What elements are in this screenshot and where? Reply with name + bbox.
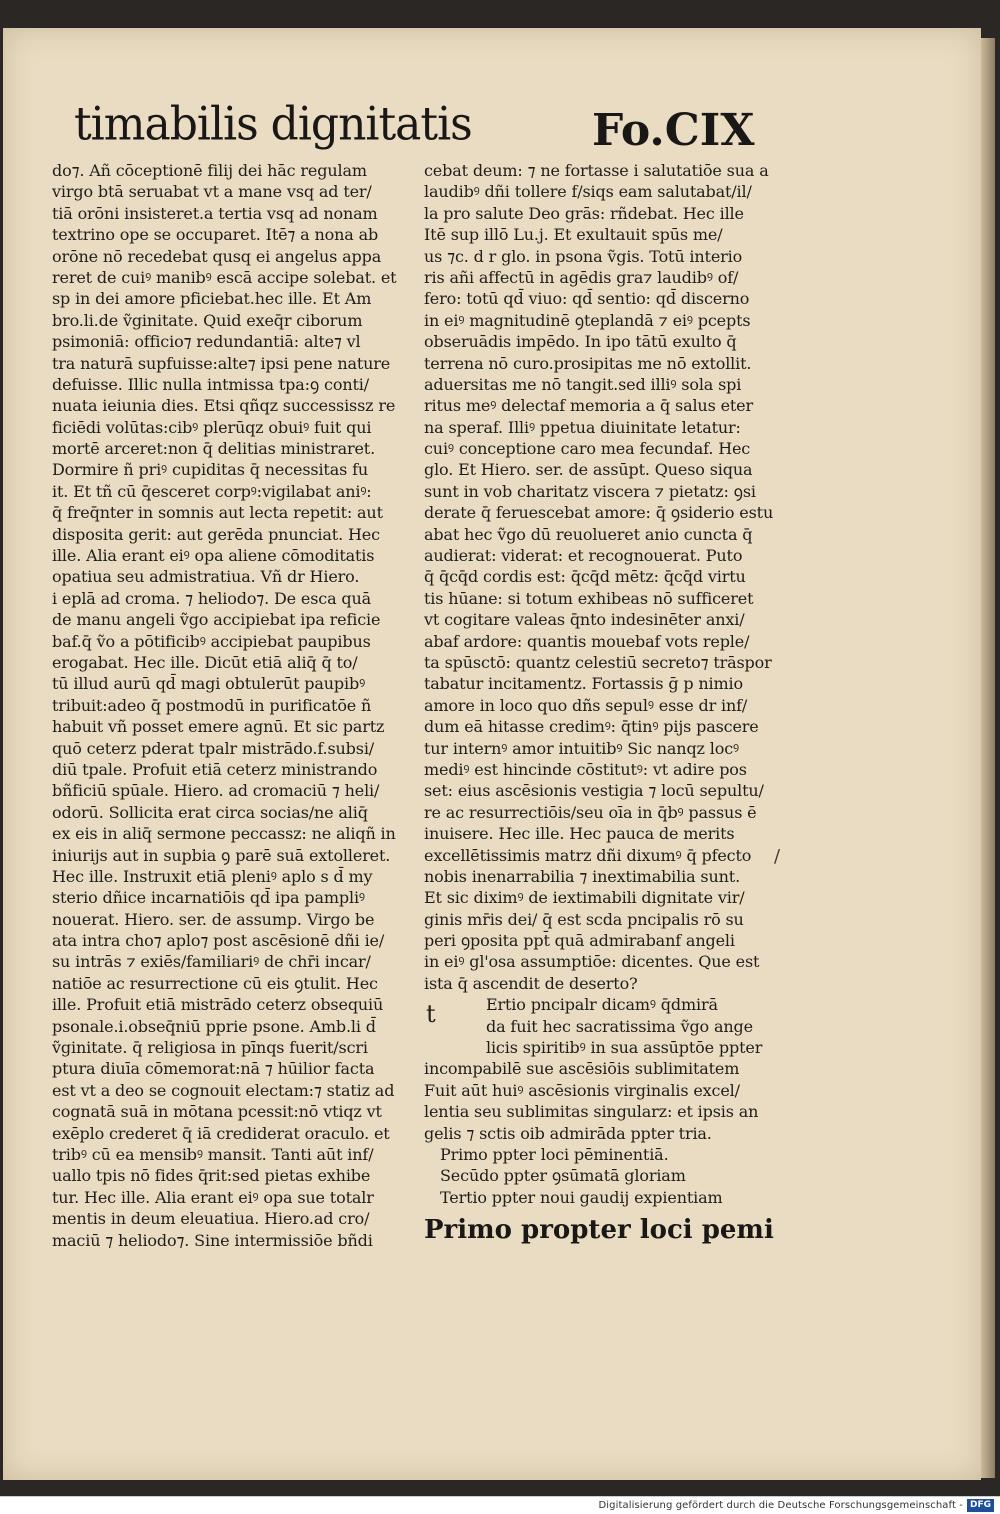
text-line: tū illud aurū qd̄ magi obtulerūt paupibꝰ bbox=[52, 674, 366, 694]
text-line: odorū. Sollicita erat circa socias/ne aliq̄ bbox=[52, 802, 368, 822]
footer-credit-text: Digitalisierung gefördert durch die Deutsche Forschungsgemeinschaft - bbox=[598, 1500, 963, 1511]
text-line: reret de cuiꝰ manibꝰ escā accipe solebat. et bbox=[52, 267, 397, 287]
text-line: mortē arceret:non q̄ delitias ministraret. bbox=[52, 439, 375, 459]
text-line: terrena nō curo.prosipitas me nō extollit. bbox=[424, 353, 752, 373]
text-line: de manu angeli ṽgo accipiebat ipa reficie bbox=[52, 610, 381, 630]
text-line: cuiꝰ conceptione caro mea fecundaf. Hec bbox=[424, 439, 751, 459]
text-line: tribuit:adeo q̄ postmodū in purificatōe ñ bbox=[52, 695, 372, 715]
text-line: q̄ freq̄nter in somnis aut lecta repetit: aut bbox=[52, 503, 383, 523]
text-line: in eiꝰ gl'osa assumptiōe: dicentes. Que est bbox=[424, 952, 760, 972]
text-line: Secūdo ppter ꝯsūmatā gloriam bbox=[440, 1166, 686, 1186]
text-line: uallo tpis nō fides q̄rit:sed pietas exhibe bbox=[52, 1166, 371, 1186]
initial-capital: t bbox=[426, 1000, 436, 1028]
text-line: opatiua seu admistratiua. Vñ dr Hiero. bbox=[52, 567, 360, 587]
text-line: ille. Alia erant eiꝰ opa aliene cōmoditatis bbox=[52, 546, 375, 566]
text-line: disposita gerit: aut gerēda pnunciat. Hec bbox=[52, 524, 380, 544]
text-line: Itē sup illō Lu.j. Et exultauit spūs me/ bbox=[424, 225, 723, 245]
text-line: tra naturā supfuisse:alte⁊ ipsi pene nature bbox=[52, 353, 391, 373]
text-line: excellētissimis matrz dñi dixumꝰ q̄ pfecto bbox=[424, 845, 752, 865]
text-line: fero: totū qd̄ viuo: qd̄ sentio: qd̄ discerno bbox=[424, 289, 750, 309]
text-line: Tertio ppter noui gaudij expientiam bbox=[440, 1187, 723, 1207]
text-line: sp in dei amore pficiebat.hec ille. Et Am bbox=[52, 289, 372, 309]
text-line: aduersitas me nō tangit.sed illiꝰ sola spi bbox=[424, 374, 742, 394]
text-line: na speraf. Illiꝰ ppetua diuinitate letatur: bbox=[424, 417, 741, 437]
text-line: licis spiritibꝰ in sua assūptōe ppter bbox=[486, 1038, 763, 1058]
text-line: ginis mr̄is dei/ q̄ est scda pncipalis rō su bbox=[424, 909, 744, 929]
text-line: tur internꝰ amor intuitibꝰ Sic nanqz locꝰ bbox=[424, 738, 739, 758]
text-line: baf.q̄ ṽo a pōtificibꝰ accipiebat paupibus bbox=[52, 631, 371, 651]
text-line: da fuit hec sacratissima ṽgo ange bbox=[486, 1016, 753, 1036]
text-line: cognatā suā in mōtana pcessit:nō vtiqz vt bbox=[52, 1102, 382, 1122]
text-line: Primo ppter loci pēminentiā. bbox=[440, 1144, 669, 1164]
text-line: Dormire ñ priꝰ cupiditas q̄ necessitas fu bbox=[52, 460, 369, 480]
text-line: ris añi affectū in agēdis gra⁊ laudibꝰ of/ bbox=[424, 267, 739, 287]
text-line: sunt in vob charitatz viscera ⁊ pietatz: ꝯsi bbox=[424, 481, 756, 501]
text-line: Et sic diximꝰ de iextimabili dignitate vir/ bbox=[424, 888, 745, 908]
text-line: gelis ⁊ sctis oib admirāda ppter tria. bbox=[424, 1123, 712, 1143]
text-line: ista q̄ ascendit de deserto? bbox=[424, 973, 638, 993]
text-line: tur. Hec ille. Alia erant eiꝰ opa sue totalr bbox=[52, 1187, 374, 1207]
text-line: ptura diuīa cōmemorat:nā ⁊ hūilior facta bbox=[52, 1059, 375, 1079]
text-line: q̄ q̄cq̄d cordis est: q̄cq̄d mētz: q̄cq̄d virtu bbox=[424, 567, 746, 587]
text-line: ille. Profuit etiā mistrādo ceterz obsequiū bbox=[52, 995, 384, 1015]
text-line: orōne nō recedebat qusq ei angelus appa bbox=[52, 246, 382, 266]
text-line: tis hūane: si totum exhibeas nō sufficeret bbox=[424, 588, 754, 608]
text-line: iniurijs aut in supbia ꝯ parē suā extolleret. bbox=[52, 845, 391, 865]
text-line: erogabat. Hec ille. Dicūt etiā aliq̄ q̄ to/ bbox=[52, 652, 358, 672]
text-line: bro.li.de ṽginitate. Quid exeq̄r ciborum bbox=[52, 310, 363, 330]
text-line: nuata ieiunia dies. Etsi qñqz successissz re bbox=[52, 396, 396, 416]
text-line: maciū ⁊ heliodo⁊. Sine intermissiōe bñdi bbox=[52, 1230, 373, 1250]
text-line: Ertio pncipalr dicamꝰ q̄dmirā bbox=[486, 995, 718, 1015]
text-line: ex eis in aliq̄ sermone peccassz: ne aliqñ in bbox=[52, 824, 396, 844]
text-line: nouerat. Hiero. ser. de assump. Virgo be bbox=[52, 909, 375, 929]
text-line: defuisse. Illic nulla intmissa tpa:ꝯ conti/ bbox=[52, 374, 369, 394]
text-line: dum eā hitasse credimꝰ: q̄tinꝰ pijs pascere bbox=[424, 717, 759, 737]
text-line: abaf ardore: quantis mouebaf vots reple/ bbox=[424, 631, 750, 651]
text-line: diū tpale. Profuit etiā ceterz ministrando bbox=[52, 759, 378, 779]
text-line: tribꝰ cū ea mensibꝰ mansit. Tanti aūt inf/ bbox=[52, 1144, 374, 1164]
text-line: inuisere. Hec ille. Hec pauca de merits bbox=[424, 824, 735, 844]
text-line: abat hec ṽgo dū reuolueret anio cuncta q̄ bbox=[424, 524, 753, 544]
text-line: i eplā ad croma. ⁊ heliodo⁊. De esca quā bbox=[52, 588, 372, 608]
digitization-footer bbox=[0, 1496, 1000, 1514]
margin-mark: / bbox=[774, 846, 781, 867]
text-line: ta spūsctō: quantz celestiū secreto⁊ trāspor bbox=[424, 652, 772, 672]
text-line: la pro salute Deo grās: rñdebat. Hec ille bbox=[424, 203, 744, 223]
text-line: set: eius ascēsionis vestigia ⁊ locū sepultu/ bbox=[424, 781, 764, 801]
text-line: virgo btā seruabat vt a mane vsq ad ter/ bbox=[52, 182, 372, 202]
text-line: quō ceterz pderat tpalr mistrādo.f.subsi/ bbox=[52, 738, 375, 758]
text-line: laudibꝰ dñi tollere f/siqs eam salutabat/il/ bbox=[424, 182, 752, 202]
text-line: lentia seu sublimitas singularz: et ipsis an bbox=[424, 1102, 759, 1122]
text-line: audierat: viderat: et recognouerat. Puto bbox=[424, 546, 743, 566]
text-line: peri ꝯposita ppt̄ quā admirabanf angeli bbox=[424, 931, 735, 951]
section-subheading: Primo propter loci pemi bbox=[424, 1215, 774, 1245]
text-line: Hec ille. Instruxit etiā pleniꝰ aplo s d̄ my bbox=[52, 866, 373, 886]
text-line: amore in loco quo dñs sepulꝰ esse dr inf/ bbox=[424, 695, 748, 715]
text-line: bñficiū spūale. Hiero. ad cromaciū ⁊ heli/ bbox=[52, 781, 380, 801]
left-text-column bbox=[52, 160, 412, 1250]
text-line: ṽginitate. q̄ religiosa in pīnqs fuerit/scri bbox=[52, 1038, 368, 1058]
text-line: in eiꝰ magnitudinē ꝯteplandā ⁊ eiꝰ pcepts bbox=[424, 310, 751, 330]
text-line: tiā orōni insisteret.a tertia vsq ad nonam bbox=[52, 203, 378, 223]
dfg-logo: DFG bbox=[967, 1499, 994, 1512]
text-line: Fuit aūt huiꝰ ascēsionis virginalis excel/ bbox=[424, 1080, 740, 1100]
text-line: natiōe ac resurrectione cū eis ꝯtulit. Hec bbox=[52, 973, 378, 993]
text-line: sterio dñice incarnatiōis qd̄ ipa pampliꝰ bbox=[52, 888, 365, 908]
text-line: do⁊. Añ cōceptionē filij dei hāc regulam bbox=[52, 161, 367, 180]
text-line: psonale.i.obseq̄niū pprie psone. Amb.li d̄ bbox=[52, 1016, 376, 1036]
page-edge bbox=[981, 38, 995, 1478]
text-line: habuit vñ posset emere agnū. Et sic partz bbox=[52, 717, 385, 737]
text-line: ata intra cho⁊ aplo⁊ post ascēsionē dñi ie/ bbox=[52, 931, 385, 951]
text-line: glo. Et Hiero. ser. de assūpt. Queso siqua bbox=[424, 460, 753, 480]
text-line: mediꝰ est hincinde cōstitutꝰ: vt adire pos bbox=[424, 759, 747, 779]
text-line: it. Et tñ cū q̄esceret corpꝰ:vigilabat aniꝰ: bbox=[52, 481, 372, 501]
text-line: tabatur incitamentz. Fortassis ḡ p nimio bbox=[424, 674, 743, 694]
text-line: vt cogitare valeas q̄nto indesinēter anxi/ bbox=[424, 610, 745, 630]
right-text-column bbox=[424, 160, 784, 1250]
text-line: nobis inenarrabilia ⁊ inextimabilia sunt. bbox=[424, 866, 740, 886]
text-line: incompabilē sue ascēsiōis sublimitatem bbox=[424, 1059, 740, 1079]
text-line: ritus meꝰ delectaf memoria a q̄ salus eter bbox=[424, 396, 753, 416]
text-line: re ac resurrectiōis/seu oīa in q̄bꝰ passus ē bbox=[424, 802, 757, 822]
folio-number: Fo.CIX bbox=[592, 105, 755, 156]
text-line: exēplo crederet q̄ iā crediderat oraculo. et bbox=[52, 1123, 390, 1143]
text-line: textrino ope se occuparet. Itē⁊ a nona ab bbox=[52, 225, 379, 245]
text-line: cebat deum: ⁊ ne fortasse i salutatiōe sua a bbox=[424, 161, 769, 180]
text-line: us ⁊c. d r glo. in psona ṽgis. Totū interio bbox=[424, 246, 743, 266]
text-line: est vt a deo se cognouit electam:⁊ statiz ad bbox=[52, 1080, 395, 1100]
text-line: obseruādis impēdo. In ipo tātū exulto q̄ bbox=[424, 332, 737, 352]
text-line: derate q̄ feruescebat amore: q̄ ꝯsiderio estu bbox=[424, 503, 774, 523]
text-line: ficiēdi volūtas:cibꝰ plerūqz obuiꝰ fuit qui bbox=[52, 417, 372, 437]
text-line: mentis in deum eleuatiua. Hiero.ad cro/ bbox=[52, 1209, 370, 1229]
text-line: su intrās ⁊ exiēs/familiariꝰ de chr̄i incar/ bbox=[52, 952, 371, 972]
text-line: psimoniā: officio⁊ redundantiā: alte⁊ vl bbox=[52, 332, 361, 352]
running-header-title: timabilis dignitatis bbox=[74, 97, 472, 152]
